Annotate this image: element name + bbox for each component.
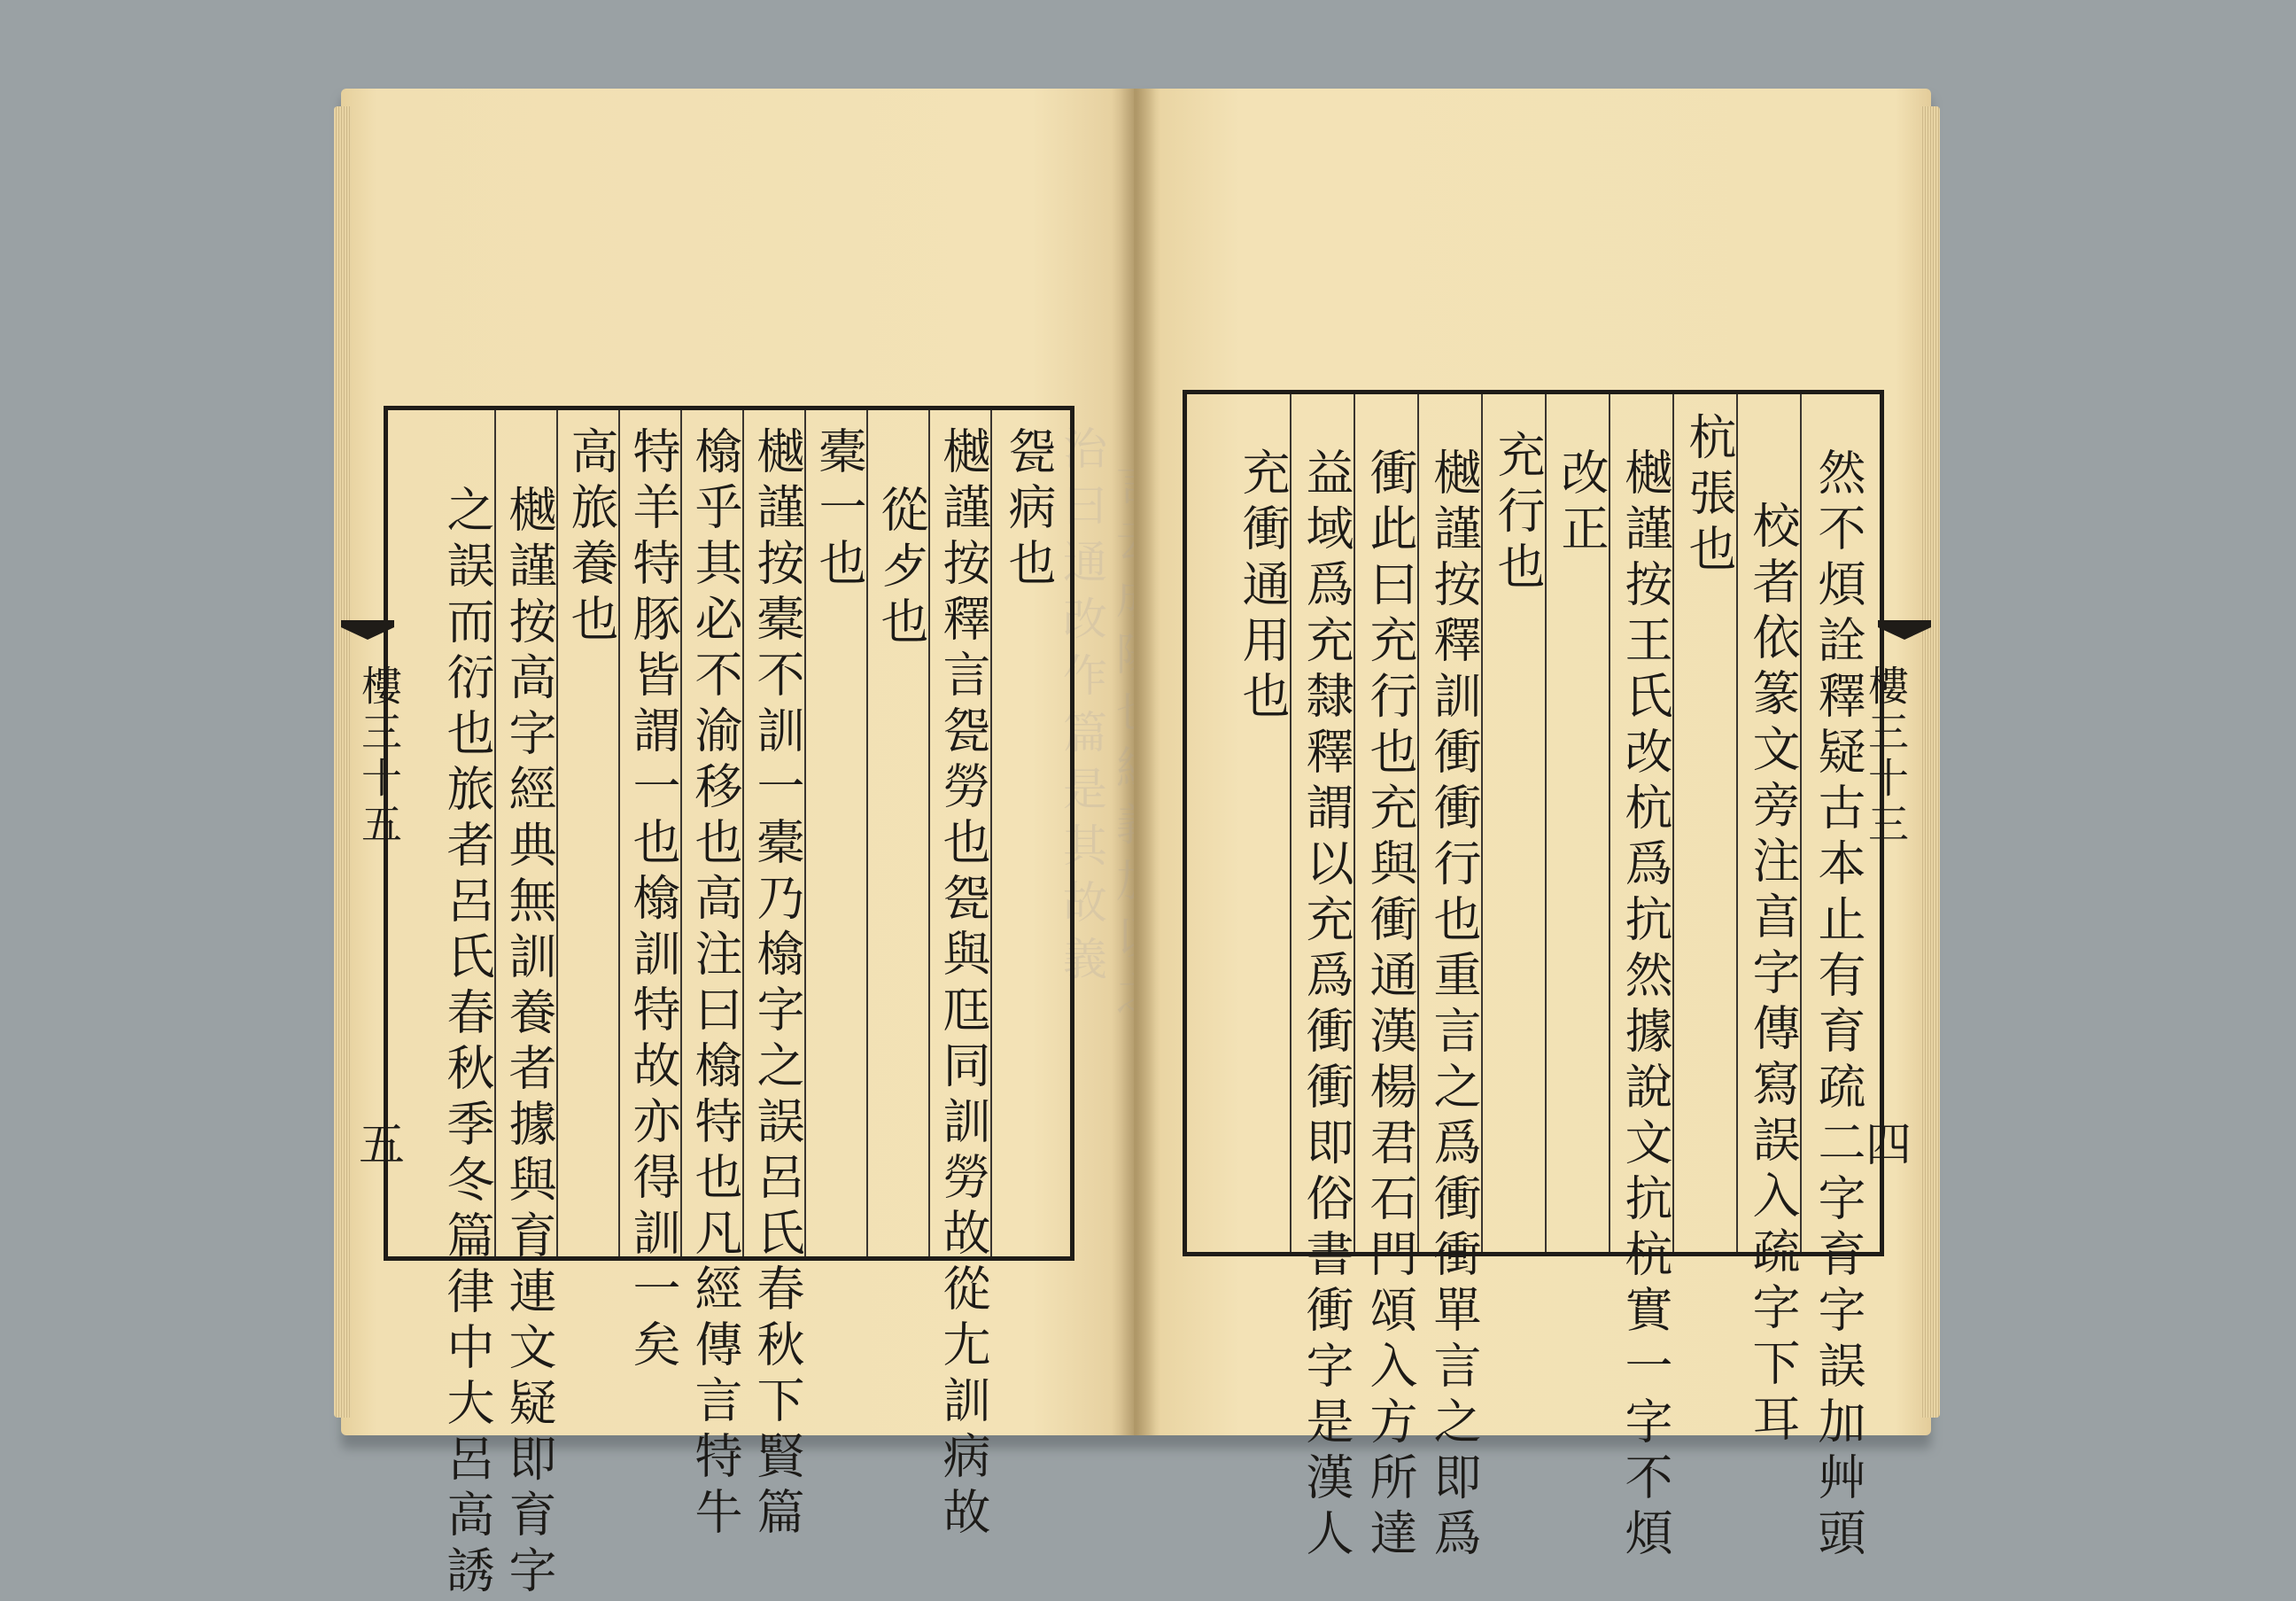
text-column: 校者依篆文旁注亯字傳寫誤入疏字下耳 — [1745, 501, 1801, 1449]
right-page — [1134, 89, 1931, 1564]
text-column: 高旅養也 — [563, 426, 619, 649]
page-number: 五 — [359, 1119, 406, 1172]
page-number: 四 — [1865, 1119, 1912, 1172]
text-column: 充衝通用也 — [1235, 447, 1291, 727]
left-page — [341, 89, 1138, 1601]
text-column: 改正 — [1554, 447, 1610, 559]
fold-margin-title: 樓三十五 — [355, 664, 403, 849]
book-gutter — [1112, 89, 1160, 1435]
bleed-through-text: 治曰通改作篇是其故義 — [1056, 425, 1107, 992]
text-column: 樾謹按釋訓衝衝行也重言之爲衝衝單言之即爲 — [1426, 447, 1482, 1564]
right-page-edges — [1920, 106, 1940, 1418]
text-column: 衝此曰充行也充與衝通漢楊君石門頌入方所達 — [1362, 447, 1418, 1564]
text-column: 特羊特豚皆謂一也㯓訓特故亦得訓一矣 — [625, 426, 681, 1375]
text-column: 然不煩詮釋疑古本止有育疏二字育字誤加艸頭 — [1811, 447, 1866, 1564]
text-column: 樾謹按高字經典無訓養者據與育連文疑即育字 — [501, 485, 557, 1601]
text-column: 充行也 — [1490, 430, 1546, 597]
fish-tail-marker — [341, 620, 394, 656]
left-text-frame — [384, 406, 1074, 1601]
text-column: 從歺也 — [873, 485, 929, 652]
text-column: 樾謹按釋言㼝勞也㼝與尫同訓勞故從尢訓病故 — [935, 426, 991, 1543]
open-book — [341, 89, 1931, 1601]
text-column: 㯓乎其必不渝移也高注曰㯓特也凡經傳言特牛 — [687, 426, 743, 1543]
fold-margin-title: 樓三十三 — [1862, 664, 1910, 849]
right-text-frame — [1183, 390, 1884, 1564]
text-column: 樾謹按王氏改杭爲抗然據說文抗杭實一字不煩 — [1617, 447, 1673, 1564]
text-column: 橐一也 — [811, 426, 867, 594]
text-column: 杭張也 — [1681, 412, 1737, 579]
text-column: 之誤而衍也旅者呂氏春秋季冬篇律中大呂高誘 — [439, 485, 495, 1601]
fish-tail-marker — [1878, 620, 1931, 656]
left-page-edges — [334, 106, 352, 1418]
text-column: 樾謹按橐不訓一橐乃㯓字之誤呂氏春秋下賢篇 — [749, 426, 805, 1543]
text-column: 㼝病也 — [1001, 426, 1057, 594]
text-column: 益域爲充隸釋謂以充爲衝衝即俗書衝字是漢人 — [1299, 447, 1354, 1564]
